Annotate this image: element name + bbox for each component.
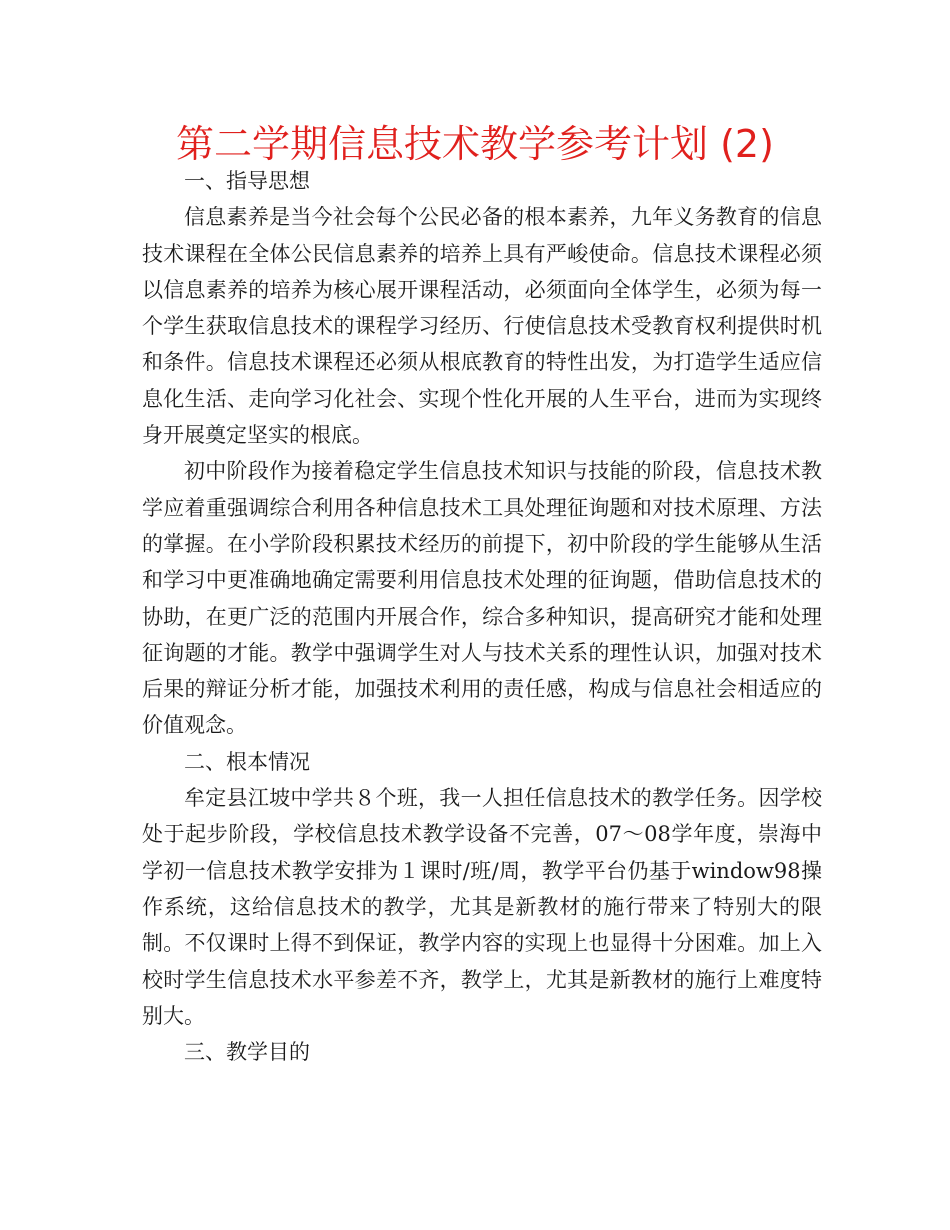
document-title: 第二学期信息技术教学参考计划 (2) [176, 122, 774, 166]
section-heading-guiding-ideas: 一、指导思想 [184, 169, 310, 193]
section-heading-basic-situation: 二、根本情况 [184, 749, 310, 774]
paragraph-information-literacy: 信息素养是当今社会每个公民必备的根本素养，九年义务教育的信息技术课程在全体公民信息素养的培养上具有严峻使命。信息技术课程必须以信息素养的培养为核心展开课程活动，必须面向全体学生，必须为每一个学生获取信息技术的课程学习经历、行使信息技术受教育权利提供时机和条件。信息技术课程还必须从根底教育的特性出发，为打造学生适应信息化生活、走向学习化社会、实现个性化开展的人生平台，进而为实现终身开展奠定坚实的根底。 [142, 205, 822, 448]
document-body [142, 163, 822, 1070]
section-heading-teaching-goals: 三、教学目的 [184, 1040, 310, 1065]
paragraph-junior-high-stage: 初中阶段作为接着稳定学生信息技术知识与技能的阶段，信息技术教学应着重强调综合利用各种信息技术工具处理征询题和对技术原理、方法的掌握。在小学阶段积累技术经历的前提下，初中阶段的学生能够从生活和学习中更准确地确定需要利用信息技术处理的征询题，借助信息技术的协助，在更广泛的范围内开展合作，综合多种知识，提高研究才能和处理征询题的才能。教学中强调学生对人与技术关系的理性认识，加强对技术后果的辩证分析才能，加强技术利用的责任感，构成与信息社会相适应的价值观念。 [142, 459, 822, 738]
paragraph-school-situation: 牟定县江坡中学共８个班，我一人担任信息技术的教学任务。因学校处于起步阶段，学校信息技术教学设备不完善，07～08学年度，崇海中学初一信息技术教学安排为１课时/班/周，教学平台仍基于window98操作系统，这给信息技术的教学，尤其是新教材的施行带来了特别大的限制。不仅课时上得不到保证，教学内容的实现上也显得十分困难。加上入校时学生信息技术水平参差不齐，教学上，尤其是新教材的施行上难度特别大。 [142, 786, 822, 1028]
